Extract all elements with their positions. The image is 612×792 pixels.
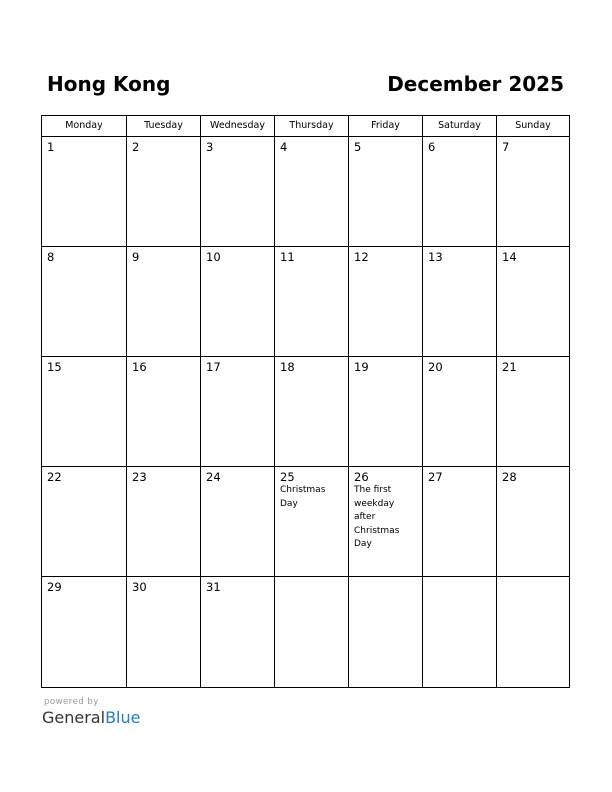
- day-number: 12: [354, 250, 369, 264]
- day-cell: [423, 467, 497, 577]
- logo-text-blue: Blue: [105, 708, 141, 727]
- day-cell: [201, 137, 275, 247]
- day-cell: [127, 577, 201, 687]
- day-cell: [349, 467, 423, 577]
- calendar-grid: [41, 115, 570, 688]
- weekday-header-tuesday: Tuesday: [127, 116, 201, 137]
- day-number: 31: [206, 580, 221, 594]
- day-cell: [423, 247, 497, 357]
- holiday-label: The first weekday after Christmas Day: [354, 485, 400, 549]
- day-cell: [497, 137, 569, 247]
- day-number: 24: [206, 470, 221, 484]
- weekday-header-friday: Friday: [349, 116, 423, 137]
- day-cell: [275, 577, 349, 687]
- day-cell: [423, 577, 497, 687]
- day-number: 7: [502, 140, 510, 154]
- day-cell: [201, 247, 275, 357]
- day-number: 1: [47, 140, 55, 154]
- weekday-header-sunday: Sunday: [497, 116, 569, 137]
- day-cell: [275, 137, 349, 247]
- day-number: 20: [428, 360, 443, 374]
- region-title: Hong Kong: [47, 72, 171, 96]
- day-number: 3: [206, 140, 214, 154]
- day-cell: [497, 357, 569, 467]
- day-cell: [497, 247, 569, 357]
- day-number: 15: [47, 360, 62, 374]
- day-cell: [42, 137, 127, 247]
- day-cell: [423, 357, 497, 467]
- day-cell: [497, 467, 569, 577]
- day-number: 27: [428, 470, 443, 484]
- day-number: 11: [280, 250, 295, 264]
- day-cell: [349, 137, 423, 247]
- day-cell: [349, 247, 423, 357]
- day-cell: [349, 577, 423, 687]
- day-cell: [275, 467, 349, 577]
- day-number: 26: [354, 470, 369, 484]
- day-cell: [201, 467, 275, 577]
- weekday-header-monday: Monday: [42, 116, 127, 137]
- day-cell: [201, 577, 275, 687]
- weekday-header-thursday: Thursday: [275, 116, 349, 137]
- day-number: 5: [354, 140, 362, 154]
- day-cell: [201, 357, 275, 467]
- day-cell: [497, 577, 569, 687]
- day-number: 10: [206, 250, 221, 264]
- day-cell: [275, 357, 349, 467]
- day-cell: [42, 467, 127, 577]
- day-number: 25: [280, 470, 295, 484]
- day-number: 2: [132, 140, 140, 154]
- logo-text-general: General: [42, 708, 106, 727]
- generalblue-logo[interactable]: [42, 707, 140, 729]
- day-number: 23: [132, 470, 147, 484]
- day-number: 28: [502, 470, 517, 484]
- day-cell: [127, 357, 201, 467]
- day-cell: [42, 577, 127, 687]
- day-number: 19: [354, 360, 369, 374]
- day-number: 9: [132, 250, 140, 264]
- day-cell: [127, 137, 201, 247]
- day-number: 8: [47, 250, 55, 264]
- day-number: 6: [428, 140, 436, 154]
- day-cell: [42, 247, 127, 357]
- day-number: 16: [132, 360, 147, 374]
- weekday-header-wednesday: Wednesday: [201, 116, 275, 137]
- day-number: 22: [47, 470, 62, 484]
- powered-by-label: powered by: [44, 697, 99, 707]
- holiday-label: Christmas Day: [280, 485, 326, 509]
- day-cell: [42, 357, 127, 467]
- day-number: 4: [280, 140, 288, 154]
- day-number: 13: [428, 250, 443, 264]
- day-number: 21: [502, 360, 517, 374]
- day-number: 30: [132, 580, 147, 594]
- day-cell: [127, 467, 201, 577]
- month-year-title: December 2025: [387, 72, 564, 96]
- day-number: 14: [502, 250, 517, 264]
- day-cell: [349, 357, 423, 467]
- day-number: 17: [206, 360, 221, 374]
- day-cell: [423, 137, 497, 247]
- day-cell: [275, 247, 349, 357]
- day-cell: [127, 247, 201, 357]
- day-number: 29: [47, 580, 62, 594]
- weekday-header-saturday: Saturday: [423, 116, 497, 137]
- day-number: 18: [280, 360, 295, 374]
